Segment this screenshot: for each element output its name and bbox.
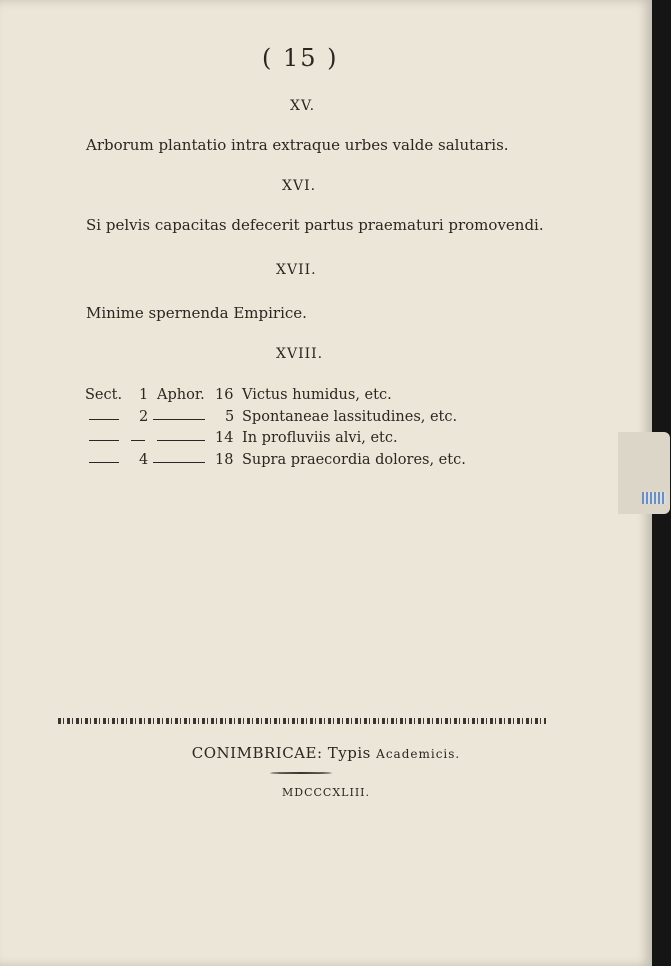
ornamental-swash	[270, 772, 332, 774]
ornamental-rule	[58, 718, 546, 724]
aphor-number: 5	[225, 409, 235, 425]
ditto-dash	[153, 462, 205, 463]
imprint-academicis: Academicis.	[376, 747, 461, 761]
ditto-dash	[89, 462, 119, 463]
sect-label: Sect.	[85, 387, 123, 403]
ditto-dash	[89, 440, 119, 441]
reference-text: Supra praecordia dolores, etc.	[242, 452, 466, 468]
aphor-number: 14	[215, 430, 234, 446]
section-heading-xvi: XVI.	[282, 178, 317, 194]
reference-text: Victus humidus, etc.	[242, 387, 392, 403]
ditto-dash	[157, 440, 205, 441]
publication-year: MDCCCXLIII.	[282, 786, 370, 799]
ditto-dash	[89, 419, 119, 420]
section-text-xvi: Si pelvis capacitas defecerit partus praematuri promovendi.	[86, 216, 544, 234]
imprint-city: CONIMBRICAE:	[191, 744, 323, 762]
section-text-xv: Arborum plantatio intra extraque urbes valde salutaris.	[86, 136, 509, 154]
aphor-number: 16	[215, 387, 234, 403]
aphor-number: 18	[215, 452, 234, 468]
section-heading-xviii: XVIII.	[276, 346, 324, 362]
imprint-typis: Typis	[327, 744, 371, 762]
imprint	[0, 744, 652, 762]
section-text-xvii: Minime spernenda Empirice.	[86, 304, 307, 322]
section-heading-xvii: XVII.	[276, 262, 317, 278]
page-edge-tab	[618, 432, 670, 514]
ditto-dash	[131, 440, 145, 441]
sect-number: 1	[139, 387, 149, 403]
section-heading-xv: XV.	[290, 98, 316, 114]
aphor-label: Aphor.	[157, 387, 205, 403]
sect-number: 4	[139, 452, 149, 468]
sect-number: 2	[139, 409, 149, 425]
reference-text: Spontaneae lassitudines, etc.	[242, 409, 458, 425]
page-number: ( 15 )	[262, 44, 339, 72]
ditto-dash	[153, 419, 205, 420]
reference-text: In profluviis alvi, etc.	[242, 430, 398, 446]
tab-stripe	[642, 492, 666, 504]
